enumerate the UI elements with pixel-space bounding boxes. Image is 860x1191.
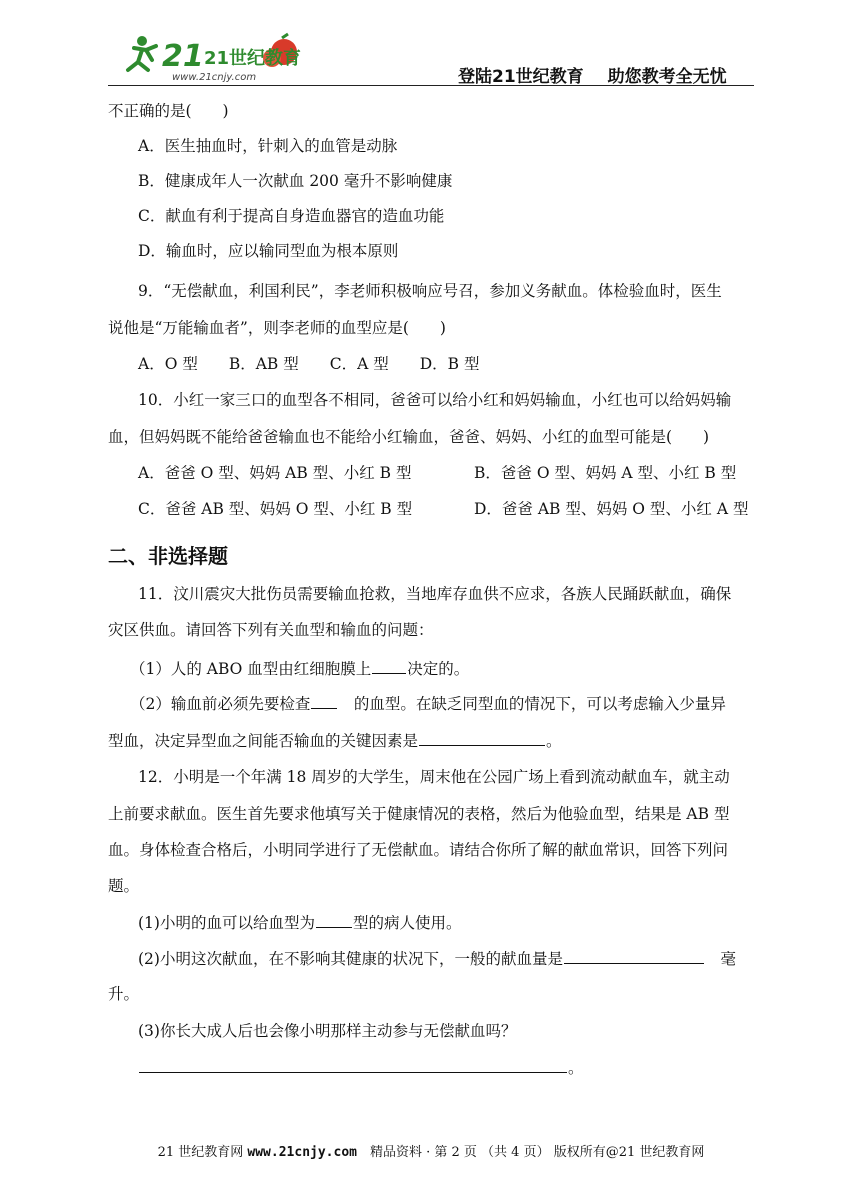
page-footer: [108, 1141, 754, 1160]
logo-text: 21世纪教育: [204, 48, 302, 69]
q12-part1: (1)小明的血可以给血型为 型的病人使用。: [138, 914, 462, 932]
header-slogan: [458, 62, 727, 87]
section-heading: 二、非选择题: [108, 544, 228, 568]
q11-line1: 11．汶川震灾大批伤员需要输血抢救，当地库存血供不应求，各族人民踊跃献血，确保: [138, 585, 732, 603]
q12-line1: 12．小明是一个年满 18 周岁的大学生，周末他在公园广场上看到流动献血车，就主动: [138, 768, 730, 786]
q10-option-a: A．爸爸 O 型、妈妈 AB 型、小红 B 型: [138, 464, 412, 482]
slogan-left: 登陆21世纪教育: [458, 67, 584, 87]
q8-option-a: A．医生抽血时，针刺入的血管是动脉: [138, 137, 398, 155]
footer-url[interactable]: www.21cnjy.com: [247, 1145, 357, 1160]
footer-left: 21 世纪教育网: [157, 1145, 244, 1160]
q8-option-c: C．献血有利于提高自身造血器官的造血功能: [138, 207, 445, 225]
q10-line1: 10．小红一家三口的血型各不相同，爸爸可以给小红和妈妈输血，小红也可以给妈妈输: [138, 391, 732, 409]
q12-line3: 血。身体检查合格后，小明同学进行了无偿献血。请结合你所了解的献血常识，回答下列问: [108, 841, 729, 859]
q8-tail: 不正确的是( ): [108, 102, 229, 120]
q12-part2-cont: 升。: [108, 985, 140, 1003]
q12-line4: 题。: [108, 877, 140, 895]
svg-text:21: 21: [162, 39, 204, 74]
q10-option-c: C．爸爸 AB 型、妈妈 O 型、小红 B 型: [138, 500, 413, 518]
q11-part2: （2）输血前必须先要检查 的血型。在缺乏同型血的情况下，可以考虑输入少量异: [130, 695, 726, 713]
answer-blank[interactable]: [564, 948, 704, 964]
answer-blank[interactable]: [316, 912, 352, 928]
answer-blank[interactable]: [311, 693, 337, 709]
q9-line1: 9．“无偿献血，利国利民”，李老师积极响应号召，参加义务献血。体检验血时，医生: [138, 282, 722, 300]
q12-part3-answer: 。: [138, 1057, 584, 1078]
slogan-right: 助您教考全无忧: [607, 67, 727, 87]
q8-option-d: D．输血时，应以输同型血为根本原则: [138, 242, 399, 260]
answer-blank[interactable]: [372, 658, 406, 674]
q12-line2: 上前要求献血。医生首先要求他填写关于健康情况的表格，然后为他验血型，结果是 AB 型: [108, 805, 730, 823]
answer-blank[interactable]: [419, 730, 545, 746]
q11-part1: （1）人的 ABO 血型由红细胞膜上 决定的。: [130, 660, 470, 678]
q10-option-d: D．爸爸 AB 型、妈妈 O 型、小红 A 型: [474, 500, 749, 518]
header-divider: [108, 85, 754, 86]
q9-line2: 说他是“万能输血者”，则李老师的血型应是( ): [108, 319, 446, 337]
q11-part2-cont: 型血，决定异型血之间能否输血的关键因素是 。: [108, 732, 562, 750]
answer-blank[interactable]: [139, 1057, 567, 1073]
q10-line2: 血，但妈妈既不能给爸爸输血也不能给小红输血，爸爸、妈妈、小红的血型可能是( ): [108, 428, 710, 446]
svg-text:www.21cnjy.com: www.21cnjy.com: [172, 72, 257, 82]
q8-option-b: B．健康成年人一次献血 200 毫升不影响健康: [138, 172, 453, 190]
q10-option-b: B．爸爸 O 型、妈妈 A 型、小红 B 型: [474, 464, 737, 482]
footer-middle: 精品资料 · 第 2 页 （共 4 页） 版权所有@21 世纪教育网: [356, 1145, 705, 1160]
runner-icon: [128, 36, 156, 70]
q11-line2: 灾区供血。请回答下列有关血型和输血的问题：: [108, 621, 434, 639]
q9-options: A．O 型 B．AB 型 C．A 型 D．B 型: [138, 355, 480, 373]
q12-part2: (2)小明这次献血，在不影响其健康的状况下，一般的献血量是 毫: [138, 950, 736, 968]
site-logo: [112, 30, 312, 82]
q12-part3: (3)你长大成人后也会像小明那样主动参与无偿献血吗？: [138, 1022, 517, 1040]
